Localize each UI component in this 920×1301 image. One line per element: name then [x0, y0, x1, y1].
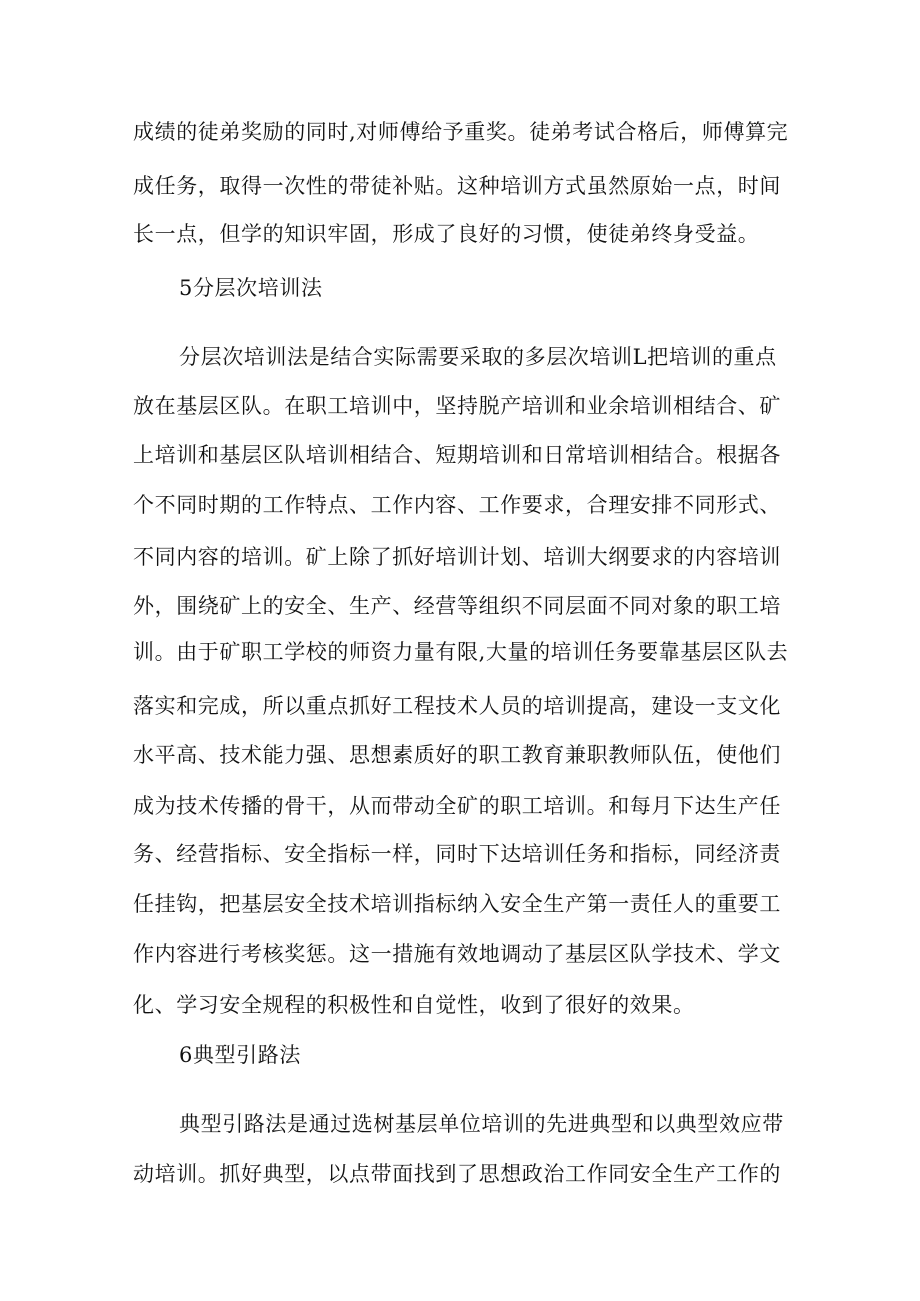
paragraph-2-line-5: 不同内容的培训。矿上除了抓好培训计划、培训大纲要求的内容培训 [133, 545, 781, 569]
paragraph-3-line-1: 典型引路法是通过选树基层单位培训的先进典型和以典型效应带 [179, 1112, 784, 1136]
paragraph-2-line-13: 作内容进行考核奖惩。这一措施有效地调动了基层区队学技术、学文 [133, 942, 781, 966]
paragraph-3-line-2: 动培训。抓好典型，以点带面找到了思想政治工作同安全生产工作的 [133, 1162, 781, 1186]
paragraph-2-line-6: 外，围绕矿上的安全、生产、经营等组织不同层面不同对象的职工培 [133, 594, 781, 618]
paragraph-2-line-3: 上培训和基层区队培训相结合、短期培训和日常培训相结合。根据各 [133, 443, 781, 467]
paragraph-1-line-1: 成绩的徒弟奖励的同时,对师傅给予重奖。徒弟考试合格后，师傅算完 [133, 120, 789, 144]
paragraph-1-line-3: 长一点，但学的知识牢固，形成了良好的习惯，使徒弟终身受益。 [133, 222, 760, 246]
section-heading-5: 5分层次培训法 [179, 276, 323, 300]
paragraph-2-line-14: 化、学习安全规程的积极性和自觉性，收到了很好的效果。 [133, 993, 695, 1017]
paragraph-2-line-7: 训。由于矿职工学校的师资力量有限,大量的培训任务要靠基层区队去 [133, 640, 789, 664]
paragraph-2-line-2: 放在基层区队。在职工培训中，坚持脱产培训和业余培训相结合、矿 [133, 394, 781, 418]
paragraph-2-line-4: 个不同时期的工作特点、工作内容、工作要求，合理安排不同形式、 [133, 493, 781, 517]
section-heading-6: 6典型引路法 [179, 1043, 301, 1067]
paragraph-2-line-9: 水平高、技术能力强、思想素质好的职工教育兼职教师队伍，使他们 [133, 743, 781, 767]
paragraph-2-line-10: 成为技术传播的骨干，从而带动全矿的职工培训。和每月下达生产任 [133, 794, 781, 818]
paragraph-2-line-12: 任挂钩，把基层安全技术培训指标纳入安全生产第一责任人的重要工 [133, 892, 781, 916]
paragraph-1-line-2: 成任务，取得一次性的带徒补贴。这种培训方式虽然原始一点，时间 [133, 174, 781, 198]
paragraph-2-line-11: 务、经营指标、安全指标一样，同时下达培训任务和指标，同经济责 [133, 842, 781, 866]
paragraph-2-line-1: 分层次培训法是结合实际需要采取的多层次培训L把培训的重点 [179, 345, 777, 369]
paragraph-2-line-8: 落实和完成，所以重点抓好工程技术人员的培训提高，建设一支文化 [133, 694, 781, 718]
